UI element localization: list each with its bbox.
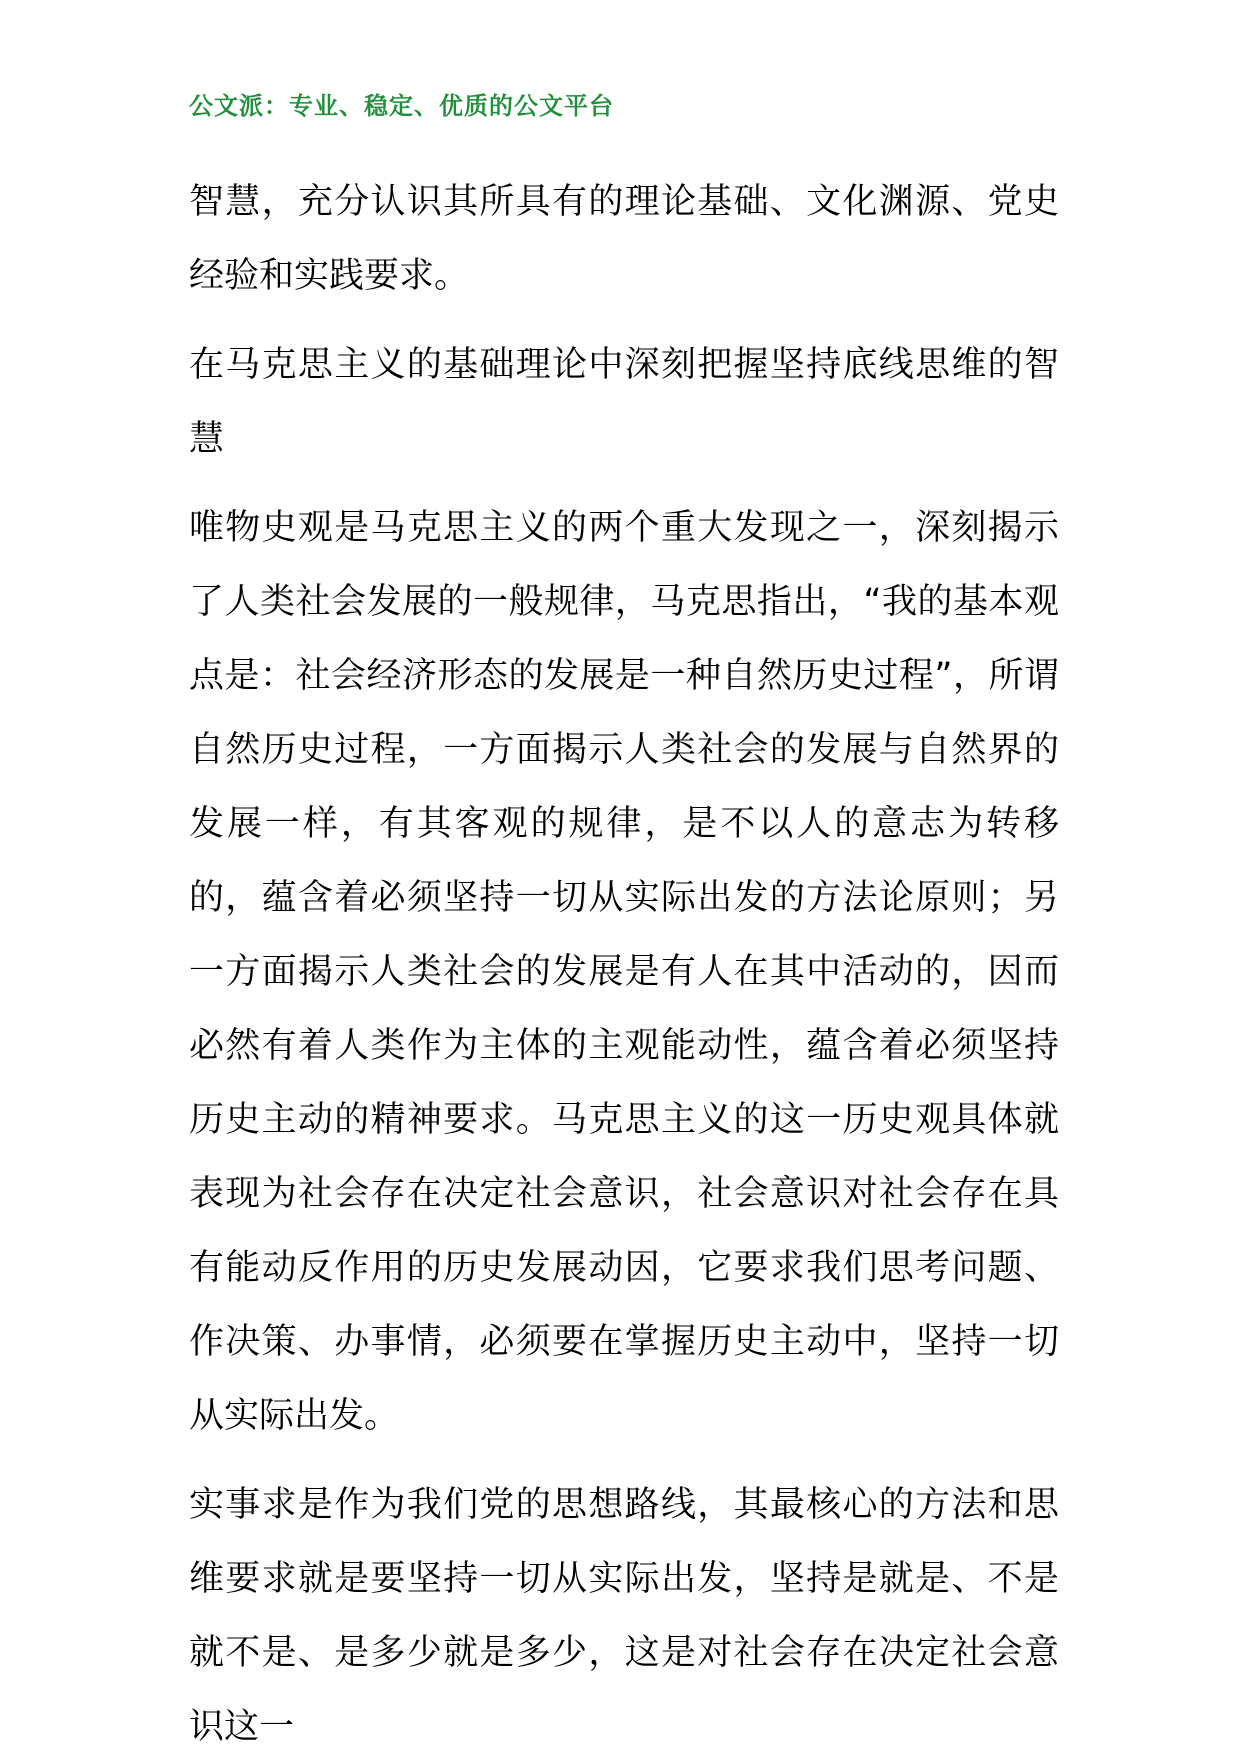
page-header-title: 公文派：专业、稳定、优质的公文平台 xyxy=(189,92,614,120)
document-body xyxy=(189,165,1059,1764)
section-heading: 在马克思主义的基础理论中深刻把握坚持底线思维的智慧 xyxy=(189,345,1059,459)
paragraph: 实事求是作为我们党的思想路线，其最核心的方法和思维要求就是要坚持一切从实际出发，坚持是就是、不是就不是、是多少就是多少，这是对社会存在决定社会意识这一 xyxy=(189,1485,1059,1747)
paragraph-continued: 智慧，充分认识其所具有的理论基础、文化渊源、党史经验和实践要求。 xyxy=(189,182,1059,296)
paragraph: 唯物史观是马克思主义的两个重大发现之一，深刻揭示了人类社会发展的一般规律，马克思指出，“我的基本观点是：社会经济形态的发展是一种自然历史过程”，所谓自然历史过程，一方面揭示人类社会的发展与自然界的发展一样，有其客观的规律，是不以人的意志为转移的，蕴含着必须坚持一切从实际出发的方法论原则；另一方面揭示人类社会的发展是有人在其中活动的，因而必然有着人类作为主体的主观能动性，蕴含着必须坚持历史主动的精神要求。马克思主义的这一历史观具体就表现为社会存在决定社会意识，社会意识对社会存在具有能动反作用的历史发展动因，它要求我们思考问题、作决策、办事情，必须要在掌握历史主动中，坚持一切从实际出发。 xyxy=(189,508,1059,1436)
